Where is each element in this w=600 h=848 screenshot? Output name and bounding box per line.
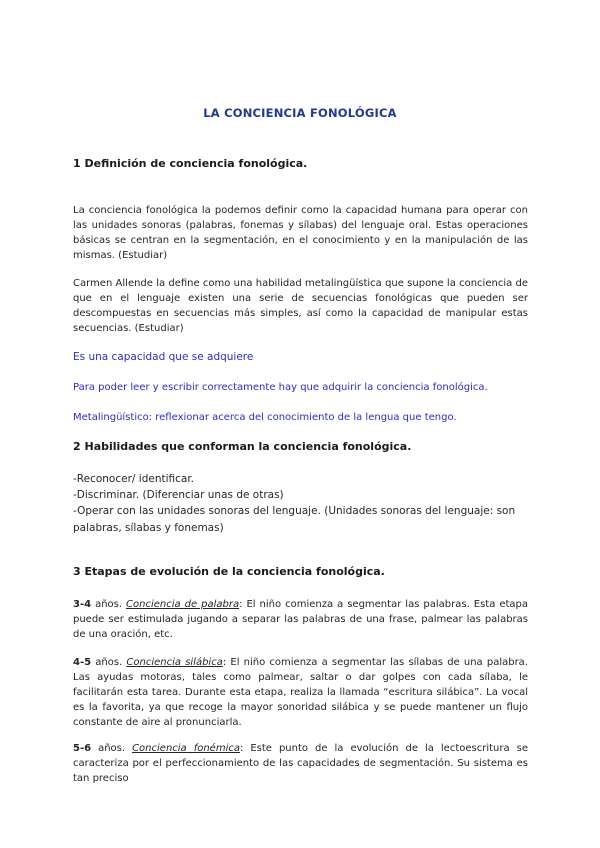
stage-term: Conciencia de palabra bbox=[126, 599, 240, 610]
stage-paragraph bbox=[73, 655, 528, 730]
stage-years: años. bbox=[91, 657, 127, 668]
stage-text: : El niño comienza a segmentar las sílabas de una palabra. Las ayudas motoras, tales como palmear, saltar o dar golpes con cada sílaba, le facilitarán esta tarea. Durante esta etapa, realiza la llamada “escritura silábica”. La vocal es la favorita, ya que recoge la mayor sonoridad silábica y se puede mantener un flujo constante de aire al pronunciarla. bbox=[73, 657, 528, 728]
skill-item: -Reconocer/ identificar. bbox=[73, 473, 195, 485]
stage-paragraph bbox=[73, 741, 528, 786]
stage-text: : Este punto de la evolución de la lectoescritura se caracteriza por el perfeccionamiento de las capacidades de segmentación. Su sistema es tan preciso bbox=[73, 743, 528, 784]
stage-years: años. bbox=[91, 599, 127, 610]
stage-age: 5-6 bbox=[73, 743, 92, 754]
stage-age: 3-4 bbox=[73, 599, 92, 610]
section-2-heading: 2 Habilidades que conforman la conciencia fonológica. bbox=[73, 440, 412, 453]
note-acquired-capacity: Es una capacidad que se adquiere bbox=[73, 351, 254, 363]
stage-term: Conciencia fonémica bbox=[132, 743, 240, 754]
note-read-write: Para poder leer y escribir correctamente hay que adquirir la conciencia fonológica. bbox=[73, 382, 488, 393]
stage-age: 4-5 bbox=[73, 657, 92, 668]
stage-paragraph bbox=[73, 597, 528, 642]
stage-text: : El niño comienza a segmentar las palabras. Esta etapa puede ser estimulada jugando a separar las palabras de una frase, palmear las palabras de una oración, etc. bbox=[73, 599, 528, 640]
section-1-heading: 1 Definición de conciencia fonológica. bbox=[73, 157, 308, 170]
stage-years: años. bbox=[91, 743, 133, 754]
document-title: LA CONCIENCIA FONOLÓGICA bbox=[203, 106, 397, 120]
stage-term: Conciencia silábica bbox=[126, 657, 223, 668]
note-metalinguistic: Metalingüístico: reflexionar acerca del conocimiento de la lengua que tengo. bbox=[73, 412, 457, 423]
skill-item: -Discriminar. (Diferenciar unas de otras) bbox=[73, 489, 284, 502]
skill-item: -Operar con las unidades sonoras del lenguaje. (Unidades sonoras del lenguaje: son palabras, sílabas y fonemas) bbox=[73, 505, 516, 534]
definition-paragraph: La conciencia fonológica la podemos definir como la capacidad humana para operar con las unidades sonoras (palabras, fonemas y sílabas) del lenguaje oral. Estas operaciones básicas se centran en la segmentación, en el conocimiento y en la manipulación de las mismas. (Estudiar) bbox=[73, 205, 528, 261]
section-3-heading: 3 Etapas de evolución de la conciencia fonológica. bbox=[73, 565, 385, 578]
skill-list bbox=[73, 471, 528, 536]
allende-paragraph: Carmen Allende la define como una habilidad metalingüística que supone la conciencia de que en el lenguaje existen una serie de secuencias fonológicas que pueden ser descompuestas en secuencias más simples, así como la capacidad de manipular estas secuencias. (Estudiar) bbox=[73, 278, 528, 334]
